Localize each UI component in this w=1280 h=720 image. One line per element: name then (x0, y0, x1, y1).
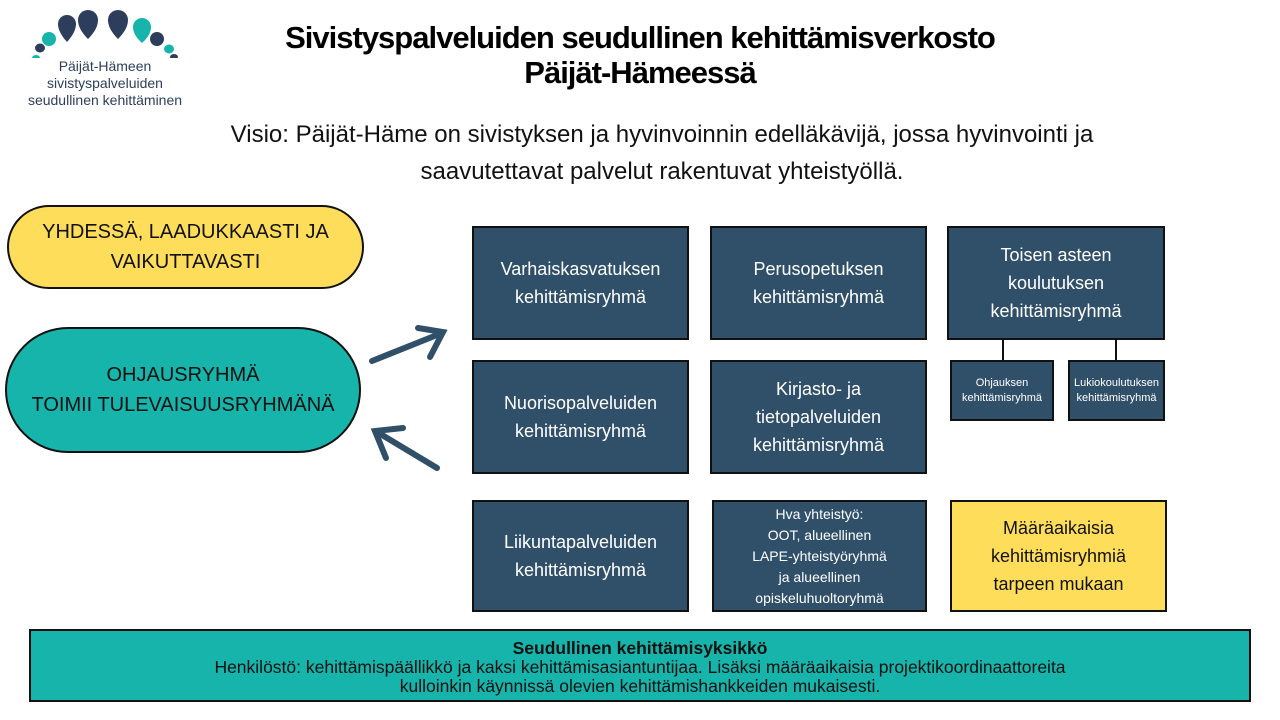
subgroup-ohjaus (950, 360, 1054, 421)
group-line: kehittämisryhmä (961, 391, 1043, 404)
vision-line-2: saavutettavat palvelut rakentuvat yhteistyöllä. (420, 158, 904, 185)
page-title (230, 20, 1050, 90)
group-line: kehittämisryhmä (990, 301, 1122, 321)
group-line: Kirjasto- ja (775, 379, 861, 399)
group-line: tietopalveluiden (755, 407, 882, 427)
group-varhaiskasvatus (472, 226, 689, 340)
group-kirjasto (710, 360, 927, 474)
vision-line-1: Visio: Päijät-Häme on sivistyksen ja hyvinvoinnin edelläkävijä, jossa hyvinvointi ja (230, 121, 1094, 148)
group-line: Varhaiskasvatuksen (500, 259, 661, 279)
group-line: Toisen asteen (1000, 245, 1112, 265)
group-line: kehittämisryhmä (514, 287, 647, 307)
group-line: opiskeluhuoltoryhmä (755, 589, 884, 606)
development-unit-box (29, 629, 1251, 702)
title-line-2: Päijät-Hämeessä (524, 55, 756, 90)
group-line: kehittämisryhmä (514, 560, 647, 580)
group-line: kehittämisryhmä (752, 435, 885, 455)
group-line: koulutuksen (1007, 273, 1105, 293)
logo (20, 8, 190, 118)
group-line: kehittämisryhmä (1076, 391, 1157, 404)
logo-text (20, 58, 190, 109)
group-liikunta (472, 500, 689, 612)
title-line-1: Sivistyspalveluiden seudullinen kehittämisverkosto (285, 20, 995, 55)
group-nuoriso (472, 360, 689, 474)
unit-heading: Seudullinen kehittämisyksikkö (512, 638, 768, 658)
group-line: tarpeen mukaan (993, 574, 1124, 594)
droplets-logo-icon (20, 8, 190, 58)
subgroup-lukio (1068, 360, 1165, 421)
group-line: LAPE-yhteistyöryhmä (752, 547, 887, 564)
principle-line-1: YHDESSÄ, LAADUKKAASTI JA (42, 221, 329, 243)
principle-pill (7, 205, 364, 289)
steering-line-2: TOIMII TULEVAISUUSRYHMÄNÄ (31, 394, 335, 416)
steering-group-pill (5, 327, 361, 453)
group-hva-yhteistyo (712, 500, 927, 612)
group-maaraaikaiset (950, 500, 1167, 612)
arrows-graphic (360, 320, 460, 480)
logo-line-3: seudullinen kehittäminen (27, 92, 183, 108)
group-line: ja alueellinen (778, 568, 861, 585)
steering-line-1: OHJAUSRYHMÄ (106, 364, 260, 386)
logo-line-2: sivistyspalveluiden (47, 75, 163, 91)
group-toinen-aste (947, 226, 1165, 340)
logo-line-1: Päijät-Hämeen (58, 58, 152, 74)
group-line: Määräaikaisia (1002, 518, 1115, 538)
group-line: Ohjauksen (975, 376, 1029, 389)
principle-line-2: VAIKUTTAVASTI (110, 251, 261, 273)
arrow-down-left-icon (375, 428, 437, 468)
group-line: kehittämisryhmä (752, 287, 885, 307)
unit-line-2: kulloinkin käynnissä olevien kehittämishankkeiden mukaisesti. (399, 676, 881, 696)
group-line: Liikuntapalveluiden (503, 532, 658, 552)
group-line: Lukiokoulutuksen (1074, 376, 1160, 389)
connector-line (1002, 340, 1004, 361)
group-line: Perusopetuksen (753, 259, 884, 279)
group-perusopetus (710, 226, 927, 340)
connector-line (1115, 340, 1117, 361)
group-line: Hva yhteistyö: (775, 505, 864, 522)
group-line: kehittämisryhmiä (990, 546, 1127, 566)
vision-statement (150, 116, 1174, 190)
group-line: kehittämisryhmä (514, 421, 647, 441)
arrow-up-right-icon (372, 328, 443, 361)
group-line: OOT, alueellinen (767, 526, 872, 543)
group-line: Nuorisopalveluiden (503, 393, 658, 413)
unit-line-1: Henkilöstö: kehittämispäällikkö ja kaksi kehittämisasiantuntijaa. Lisäksi määräaikaisia projektikoordinaattoreita (214, 657, 1066, 677)
